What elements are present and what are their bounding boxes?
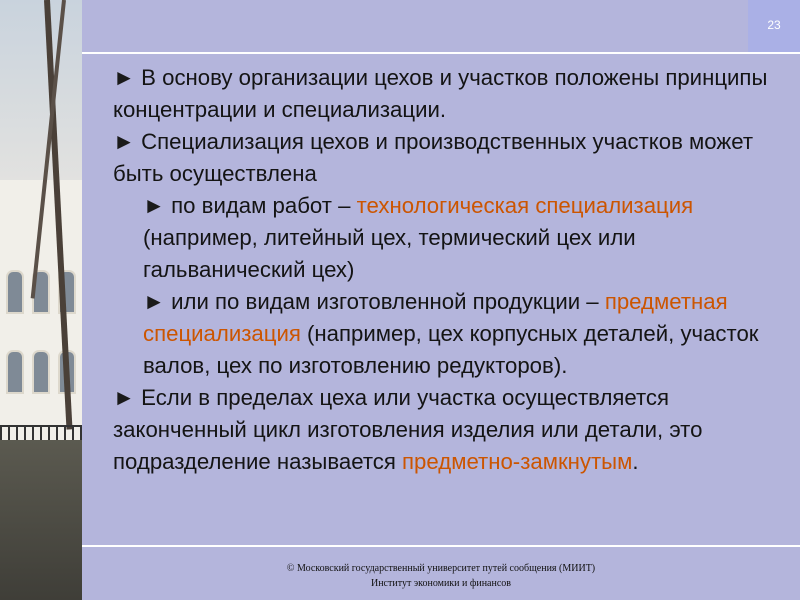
footer-institute: Институт экономики и финансов <box>370 578 512 589</box>
paragraph-2 <box>113 126 785 190</box>
highlighted-term: предметно-замкнутым <box>402 449 633 474</box>
bullet-arrow-icon: ► <box>113 385 135 410</box>
bullet-arrow-icon: ► <box>143 193 165 218</box>
paragraph-text: . <box>632 449 639 474</box>
paragraph-text: Если в пределах цеха или участка осуществляется законченный цикл изготовления изделия или детали, это подразделение называется <box>113 385 703 474</box>
paragraph-text: Специализация цехов и производственных участков может быть осуществлена <box>113 129 753 186</box>
ground <box>0 440 82 600</box>
paragraph-5 <box>113 382 785 478</box>
paragraph-text: (например, литейный цех, термический цех или гальванический цех) <box>143 225 636 282</box>
building-window <box>32 350 50 394</box>
paragraph-text: по видам работ – <box>171 193 357 218</box>
paragraph-1 <box>113 62 785 126</box>
building-window <box>6 350 24 394</box>
paragraph-4 <box>113 286 785 382</box>
building-window <box>6 270 24 314</box>
paragraph-text: или по видам изготовленной продукции – <box>171 289 605 314</box>
paragraph-3 <box>113 190 785 286</box>
bullet-arrow-icon: ► <box>113 65 135 90</box>
highlighted-term: технологическая специализация <box>356 193 694 218</box>
page-number-box <box>748 0 800 52</box>
top-divider <box>82 52 800 54</box>
side-photo <box>0 0 82 600</box>
paragraph-text: (например, цех корпусных деталей, участок валов, цех по изготовлению редукторов). <box>143 321 759 378</box>
bullet-arrow-icon: ► <box>143 289 165 314</box>
footer-university: © Московский государственный университет путей сообщения (МИИТ) <box>286 563 596 574</box>
paragraph-text: В основу организации цехов и участков положены принципы концентрации и специализации. <box>113 65 768 122</box>
slide-content <box>113 62 785 478</box>
bullet-arrow-icon: ► <box>113 129 135 154</box>
highlighted-term: предметная специализация <box>143 289 728 346</box>
page-number: 23 <box>767 18 781 32</box>
bottom-divider <box>82 545 800 547</box>
